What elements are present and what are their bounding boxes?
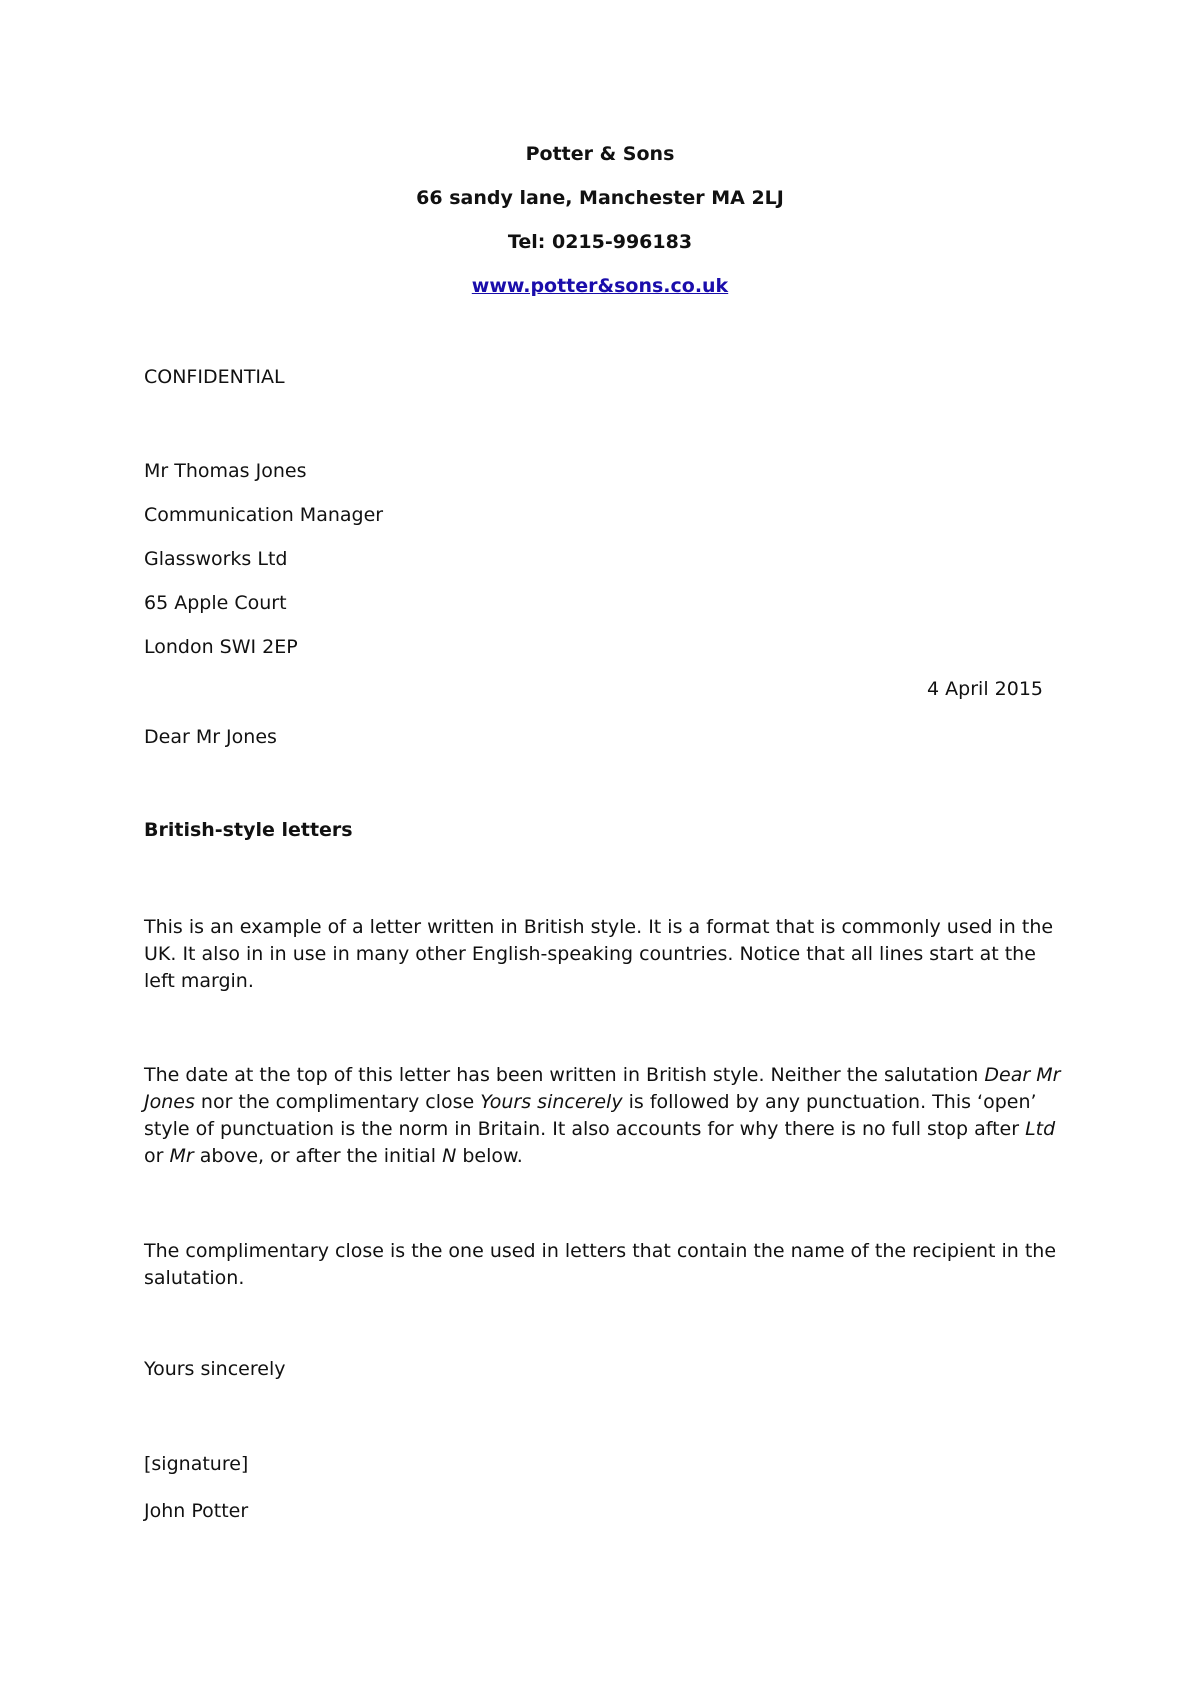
letter-date: 4 April 2015 xyxy=(927,678,1043,700)
company-address: 66 sandy lane, Manchester MA 2LJ xyxy=(416,187,784,209)
p2-italic-ltd: Ltd xyxy=(1025,1118,1056,1140)
p2-text-1: The date at the top of this letter has been written in British style. Neither the salutation xyxy=(144,1064,985,1086)
recipient-street: 65 Apple Court xyxy=(144,592,287,614)
company-website-line xyxy=(0,275,1200,297)
p2-text-5: above, or after the initial xyxy=(193,1145,443,1167)
company-name: Potter & Sons xyxy=(525,143,675,165)
p2-italic-close: Yours sincerely xyxy=(480,1091,623,1113)
confidential-label: CONFIDENTIAL xyxy=(144,366,285,388)
subject-heading: British-style letters xyxy=(144,819,353,841)
company-website-link[interactable]: www.potter&sons.co.uk xyxy=(471,275,729,297)
complimentary-close: Yours sincerely xyxy=(144,1358,286,1380)
body-paragraph-1: This is an example of a letter written in British style. It is a format that is commonly used in the UK. It also in in use in many other English-speaking countries. Notice that all lines start at the left margin. xyxy=(144,916,1054,992)
p2-italic-mr: Mr xyxy=(169,1145,194,1167)
body-paragraph-3: The complimentary close is the one used in letters that contain the name of the recipient in the salutation. xyxy=(144,1240,1057,1289)
recipient-title: Communication Manager xyxy=(144,504,384,526)
p2-italic-initial: N xyxy=(442,1145,457,1167)
p2-italic-salutation: Dear Mr Jones xyxy=(144,1064,1061,1113)
recipient-company: Glassworks Ltd xyxy=(144,548,288,570)
p2-text-2: nor the complimentary close xyxy=(194,1091,481,1113)
recipient-name: Mr Thomas Jones xyxy=(144,460,307,482)
p2-text-3: is followed by any punctuation. This ‘open’ style of punctuation is the norm in Britain. It also accounts for why there is no full stop after xyxy=(144,1091,1037,1140)
recipient-address-block xyxy=(144,460,383,680)
sender-name: John Potter xyxy=(144,1500,249,1522)
recipient-city: London SWI 2EP xyxy=(144,636,298,658)
salutation: Dear Mr Jones xyxy=(144,726,277,748)
company-telephone: Tel: 0215-996183 xyxy=(507,231,693,253)
body-paragraph-2 xyxy=(144,1062,1064,1170)
signature-placeholder: [signature] xyxy=(144,1453,249,1475)
p2-text-6: below. xyxy=(456,1145,523,1167)
p2-text-4: or xyxy=(144,1145,170,1167)
